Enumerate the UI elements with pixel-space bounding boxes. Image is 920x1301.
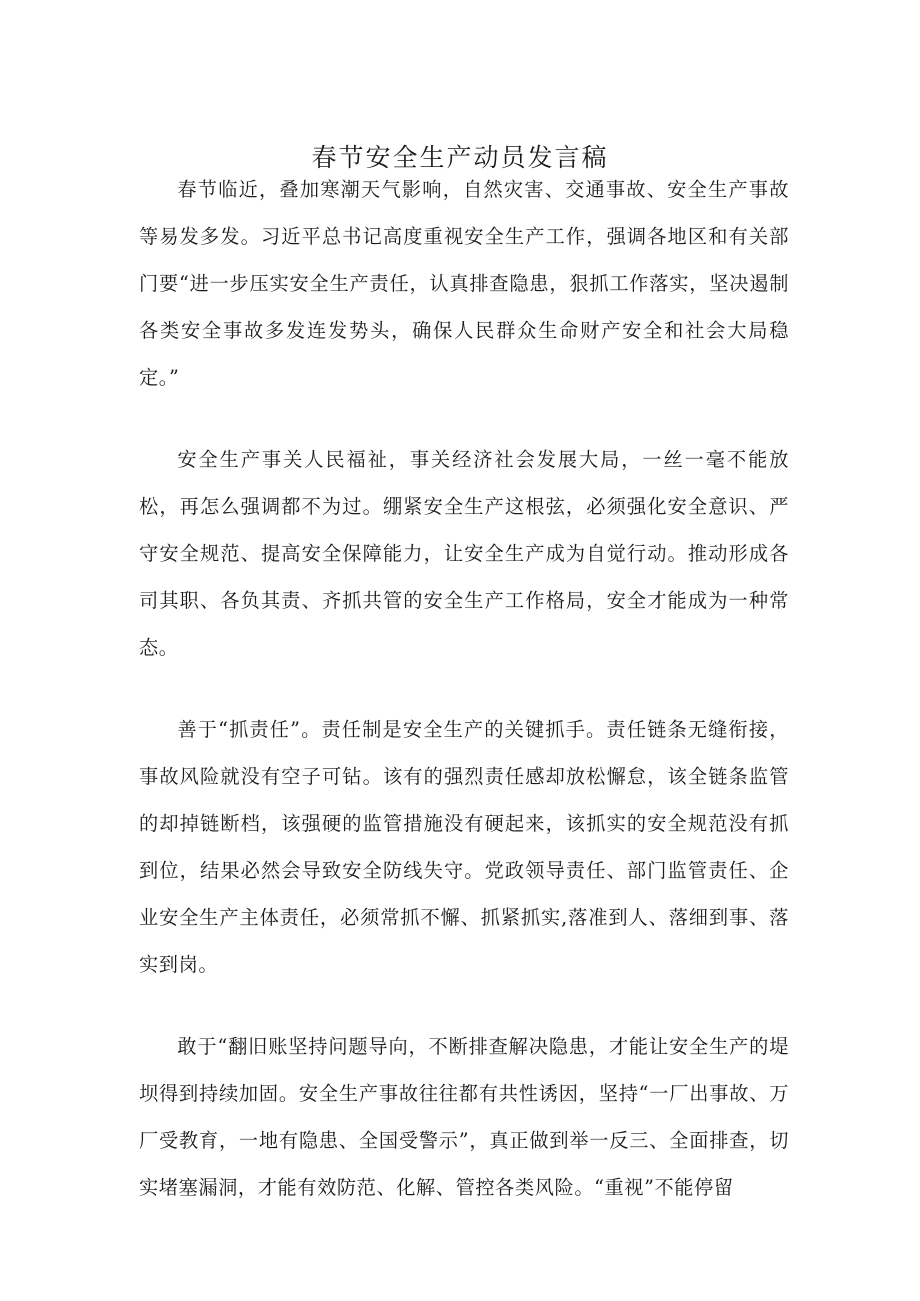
document-title: 春节安全生产动员发言稿 [311,143,609,172]
paragraph-4: 敢于“翻旧账坚持问题导向，不断排查解决隐患，才能让安全生产的堤坝得到持续加固。安全生产事故往往都有共性诱因，坚持“一厂出事故、万厂受教育，一地有隐患、全国受警示”，真正做到举一反三、全面排查，切实堵塞漏洞，才能有效防范、化解、管控各类风险。“重视”不能停留 [139,1035,789,1199]
paragraph-2: 安全生产事关人民福祉，事关经济社会发展大局，一丝一毫不能放松，再怎么强调都不为过。绷紧安全生产这根弦，必须强化安全意识、严守安全规范、提高安全保障能力，让安全生产成为自觉行动。推动形成各司其职、各负其责、齐抓共管的安全生产工作格局，安全才能成为一种常态。 [139,448,789,659]
paragraph-1: 春节临近，叠加寒潮天气影响，自然灾害、交通事故、安全生产事故等易发多发。习近平总书记高度重视安全生产工作，强调各地区和有关部门要“进一步压实安全生产责任，认真排查隐患，狠抓工作落实，坚决遏制各类安全事故多发连发势头，确保人民群众生命财产安全和社会大局稳定。” [139,178,789,389]
paragraph-3: 善于“抓责任”。责任制是安全生产的关键抓手。责任链条无缝衔接，事故风险就没有空子可钻。该有的强烈责任感却放松懈怠，该全链条监管的却掉链断档，该强硬的监管措施没有硬起来，该抓实的安全规范没有抓到位，结果必然会导致安全防线失守。党政领导责任、部门监管责任、企业安全生产主体责任，必须常抓不懈、抓紧抓实,落准到人、落细到事、落实到岗。 [139,718,789,976]
document-body [139,166,789,1246]
